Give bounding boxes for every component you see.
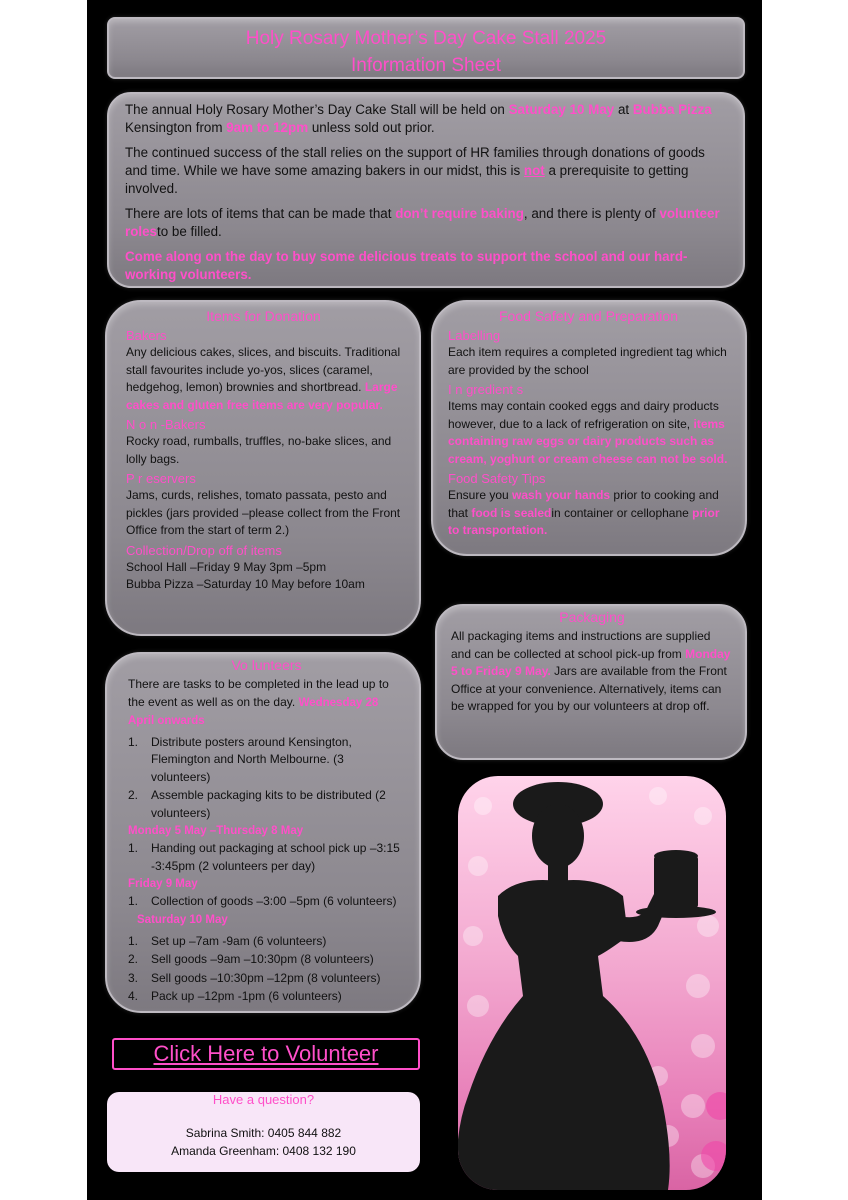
collection-line-2: Bubba Pizza –Saturday 10 May before 10am [126, 577, 365, 591]
volunteers-start-date: Wednesday 28 April onwards [128, 696, 379, 727]
intro-text: The continued success of the stall relies on the support of HR families through donations of goods and time. While we have some amazing bakers in our midst, this is [125, 145, 705, 178]
silhouette-graphic [458, 776, 726, 1190]
intro-text: a prerequisite to getting involved. [125, 163, 689, 196]
list-number: 1. [128, 841, 139, 855]
list-item [128, 734, 405, 787]
list-number: 4. [128, 989, 139, 1003]
food-safety-panel [431, 300, 747, 556]
collection-heading: Collection/Drop off of items [126, 542, 282, 558]
list-text: Distribute posters around Kensington, Flemington and North Melbourne. (3 volunteers) [151, 734, 352, 784]
items-title: Items for Donation [206, 308, 321, 324]
non-bakers-heading: N o n -Bakers [126, 417, 206, 432]
food-safety-tips-text [448, 487, 729, 540]
question-panel [107, 1092, 420, 1172]
tips-text: in container or cellophane [551, 505, 693, 520]
prior-transport-emphasis: prior to transportation. [448, 505, 720, 537]
tips-text: prior to cooking and that [448, 488, 719, 520]
items-for-donation-panel [105, 300, 421, 636]
volunteer-task-list-1 [128, 734, 405, 823]
labelling-text: Each item requires a completed ingredient tag which are provided by the school [448, 345, 727, 377]
volunteers-intro-text: There are tasks to be completed in the lead up to the event as well as on the day. [128, 677, 389, 709]
contact-sabrina: Sabrina Smith: 0405 844 882 [185, 1126, 342, 1140]
labelling-heading: Labelling [448, 328, 501, 343]
ingredients-warning: items containing raw eggs or dairy products such as cream, yoghurt or cream cheese can not be sold. [448, 416, 728, 466]
bakers-description: Any delicious cakes, slices, and biscuits. Traditional stall favourites include yo-yos, slices (caramel, hedgehog, lemon) brownies and shortbread. [126, 345, 401, 394]
intro-panel [107, 92, 745, 288]
page-subtitle: Information Sheet [351, 55, 501, 76]
list-item [128, 988, 405, 1006]
intro-text: The annual Holy Rosary Mother’s Day Cake Stall will be held on [125, 102, 509, 117]
list-text: Handing out packaging at school pick up –3:15 -3:45pm (2 volunteers per day) [151, 841, 400, 873]
list-text: Pack up –12pm -1pm (6 volunteers) [151, 989, 342, 1003]
not-emphasis: not [523, 163, 545, 178]
bakers-text [126, 344, 401, 414]
list-text: Sell goods –9am –10:30pm (8 volunteers) [151, 952, 374, 966]
intro-text: , and there is plenty of [523, 206, 660, 221]
volunteer-task-list-2 [128, 840, 405, 875]
volunteer-roles-emphasis: volunteer roles [125, 206, 720, 239]
packaging-description: All packaging items and instructions are supplied and can be collected at school pick-up from [451, 629, 711, 661]
list-text: Sell goods –10:30pm –12pm (8 volunteers) [151, 970, 381, 985]
intro-text: at [614, 102, 633, 117]
title-banner [107, 17, 745, 79]
list-number: 3. [128, 970, 139, 985]
intro-call-to-action: Come along on the day to buy some delicious treats to support the school and our hard-working volunteers. [125, 249, 688, 282]
volunteer-group-2-heading: Monday 5 May –Thursday 8 May [128, 825, 304, 837]
intro-paragraph-1 [125, 101, 727, 137]
list-number: 1. [128, 734, 139, 749]
flyer-page [87, 0, 762, 1200]
intro-paragraph-3 [125, 205, 727, 241]
contact-amanda: Amanda Greenham: 0408 132 190 [171, 1143, 356, 1158]
event-date: Saturday 10 May [508, 102, 615, 117]
volunteers-title: Vo lunteers [231, 657, 302, 673]
woman-silhouette-image [458, 776, 726, 1190]
list-item [128, 951, 405, 969]
list-number: 2. [128, 788, 139, 802]
packaging-text [451, 628, 733, 716]
volunteers-panel [105, 652, 421, 1013]
food-safety-title: Food Safety and Preparation [498, 308, 678, 324]
intro-text: to be filled. [157, 224, 222, 239]
volunteer-task-list-4 [128, 933, 405, 1006]
non-bakers-text: Rocky road, rumballs, truffles, no-bake slices, and lolly bags. [126, 434, 392, 466]
intro-paragraph-2 [125, 144, 727, 198]
list-text: Collection of goods –3:00 –5pm (6 volunteers) [151, 894, 397, 908]
list-text: Assemble packaging kits to be distributed (2 volunteers) [151, 788, 386, 820]
list-number: 1. [128, 933, 139, 948]
no-bake-emphasis: don’t require baking [395, 206, 524, 221]
bakers-heading: Bakers [126, 328, 167, 343]
click-here-to-volunteer-link[interactable]: Click Here to Volunteer [112, 1038, 420, 1070]
list-number: 2. [128, 952, 139, 966]
intro-text: unless sold out prior. [308, 120, 435, 135]
list-item [128, 970, 405, 988]
list-item [128, 893, 405, 911]
woman-silhouette [458, 782, 716, 1190]
wash-hands-emphasis: wash your hands [512, 488, 611, 502]
volunteer-task-list-3 [128, 893, 405, 911]
packaging-description: Jars are available from the Front Office at your convenience. Alternatively, items can be wrapped for you by our volunteers at drop off. [451, 664, 727, 713]
food-sealed-emphasis: food is sealed [471, 505, 552, 520]
volunteers-intro [128, 676, 405, 731]
event-venue: Bubba Pizza [632, 102, 712, 117]
ingredients-description: Items may contain cooked eggs and dairy products however, due to a lack of refrigeration on site, [448, 399, 719, 431]
tips-text: Ensure you [448, 488, 513, 502]
packaging-dates: Monday 5 to Friday 9 May. [451, 646, 731, 678]
list-item [128, 787, 405, 822]
preservers-heading: P r eservers [126, 471, 196, 486]
packaging-panel [435, 604, 747, 760]
list-item [128, 840, 405, 875]
volunteer-group-4-heading: Saturday 10 May [137, 913, 228, 926]
event-time: 9am to 12pm [226, 120, 309, 135]
list-text: Set up –7am -9am (6 volunteers) [151, 933, 327, 948]
volunteer-group-3-heading: Friday 9 May [128, 878, 198, 890]
page-title: Holy Rosary Mother’s Day Cake Stall 2025 [245, 28, 607, 49]
bakers-highlight: Large cakes and gluten free items are very popular. [126, 380, 398, 412]
preservers-text: Jams, curds, relishes, tomato passata, pesto and pickles (jars provided –please collect from the Front Office from the start of term 2.) [126, 488, 401, 537]
question-heading: Have a question? [212, 1092, 315, 1107]
food-safety-tips-heading: Food Safety Tips [448, 471, 546, 486]
ingredients-heading: I n gredient s [448, 382, 524, 397]
list-number: 1. [128, 894, 139, 908]
intro-text: There are lots of items that can be made that [125, 206, 396, 221]
collection-line-1: School Hall –Friday 9 May 3pm –5pm [126, 559, 327, 574]
packaging-title: Packaging [559, 609, 625, 625]
ingredients-text [448, 398, 729, 468]
intro-text: Kensington from [125, 120, 227, 135]
list-item [128, 933, 405, 951]
